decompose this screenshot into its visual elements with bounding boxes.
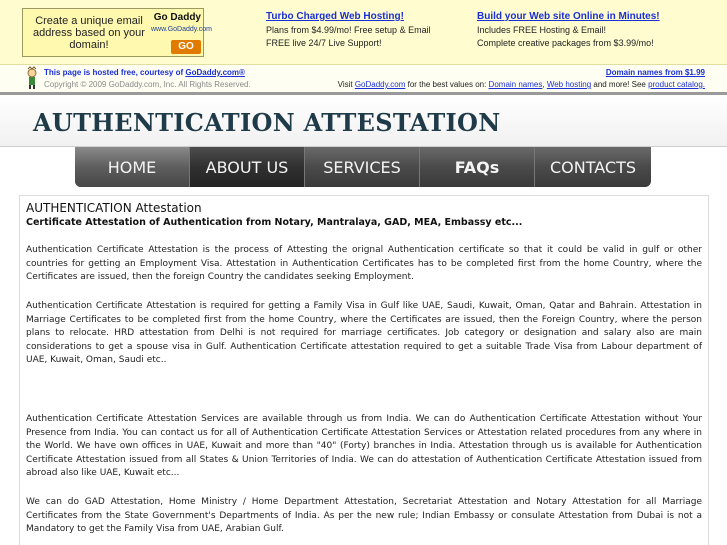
godaddy-link[interactable]: GoDaddy.com®	[185, 68, 245, 77]
domain-names-link[interactable]: Domain names	[488, 80, 543, 89]
visit-more: and more! See	[591, 80, 649, 89]
ad-website-builder-line1: Includes FREE Hosting & Email!	[477, 25, 607, 35]
ad-website-builder-link[interactable]: Build your Web site Online in Minutes!	[477, 11, 660, 22]
ad-website-builder	[477, 10, 660, 50]
domain-names-price-link[interactable]: Domain names from $1.99	[605, 68, 705, 77]
godaddy-logo-url: www.GoDaddy.com	[151, 26, 212, 33]
main-nav	[75, 147, 651, 187]
ad-hosting-line1: Plans from $4.99/mo! Free setup & Email	[266, 25, 431, 35]
go-button[interactable]: GO	[171, 40, 201, 54]
copyright-text: Copyright © 2009 GoDaddy.com, Inc. All Rights Reserved.	[44, 80, 251, 89]
visit-godaddy-text	[338, 80, 705, 89]
visit-prefix: Visit	[337, 80, 355, 89]
godaddy-logo	[151, 12, 212, 40]
product-catalog-link[interactable]: product catalog.	[648, 80, 705, 89]
banner-ad-text: Create a unique email address based on your domain!	[33, 15, 145, 51]
content-panel	[19, 195, 709, 545]
content-paragraph: Authentication Certificate Attestation Services are available through us from India. We can do Authentication Certificate Attestation without Your Presence from India. You can contact us for all of Authentication Certificate Attestation Services or Attestation related procedures from any where in the World. We have own offices in UAE, Kuwait and more than "40" (Forty) branches in India. Attestation through us is available for Authentication Certificate Attestation issued from all States & Union Territories of India. We can do attestation of Authentication Certificate Attestation issued from abroad also like UAE, Kuwait etc...	[26, 414, 702, 478]
content-paragraph: We can do GAD Attestation, Home Ministry / Home Department Attestation, Secretariat Attestation and Notary Attestation for all Marriage Certificates from the State Government's Departments of India. As per the new rule; Indian Embassy or consulate Attestation from Dubai is not a Mandatory to get the Family Visa from UAE, Arabian Gulf.	[26, 497, 702, 534]
page-subtitle: Certificate Attestation of Authentication from Notary, Mantralaya, GAD, MEA, Embassy etc...	[26, 217, 523, 228]
site-header	[0, 95, 727, 146]
ad-website-builder-line2: Complete creative packages from $3.99/mo!	[477, 38, 654, 48]
godaddy-mascot-icon	[24, 66, 40, 90]
visit-godaddy-link[interactable]: GoDaddy.com	[354, 80, 406, 89]
ad-band	[0, 0, 727, 64]
nav-home[interactable]: HOME	[75, 147, 190, 187]
nav-faqs[interactable]: FAQs	[420, 147, 535, 187]
godaddy-banner-ad[interactable]	[22, 8, 212, 57]
ad-hosting-line2: FREE live 24/7 Live Support!	[266, 38, 382, 48]
web-hosting-link[interactable]: Web hosting	[546, 80, 592, 89]
hosted-free-prefix: This page is hosted free, courtesy of	[44, 68, 186, 77]
content-paragraph: Authentication Certificate Attestation is the process of Attesting the orignal Authentication certificate so that it could be valid in gulf or other countries for getting an Employment Visa. Attestation in Authentication Certificates has to be completed first from the home Country, where the Certificates are issued, then the foreign Country the candidates seeking Employment.	[26, 245, 702, 282]
ad-hosting-link[interactable]: Turbo Charged Web Hosting!	[266, 11, 404, 22]
hosted-free-notice	[44, 68, 245, 77]
site-title: AUTHENTICATION ATTESTATION	[33, 108, 501, 137]
hosted-free-strip	[0, 64, 727, 92]
ad-hosting	[266, 10, 431, 50]
godaddy-logo-text: Go Daddy	[153, 12, 201, 23]
content-paragraph: Authentication Certificate Attestation is required for getting a Family Visa in Gulf like UAE, Saudi, Kuwait, Oman, Qatar and Bahrain. Attestation in Marriage Certificates to be completed first from the home Country, where the Certificates are issued, then the Foreign Country, where the person plans to relocate. HRD attestation from Delhi is not required for marriage certificates. Job category or designation and salary also are main considerations to get a spouse visa in Gulf. Authentication Certificate attestation required to get a suitable Trade Visa from Labour department of UAE, Kuwait, Oman, Saudi etc..	[26, 301, 702, 365]
visit-mid: for the best values on:	[405, 80, 489, 89]
nav-services[interactable]: SERVICES	[305, 147, 420, 187]
nav-about-us[interactable]: ABOUT US	[190, 147, 305, 187]
nav-contacts[interactable]: CONTACTS	[549, 157, 637, 177]
visit-comma: ,	[542, 80, 547, 89]
page-title: AUTHENTICATION Attestation	[26, 201, 202, 215]
